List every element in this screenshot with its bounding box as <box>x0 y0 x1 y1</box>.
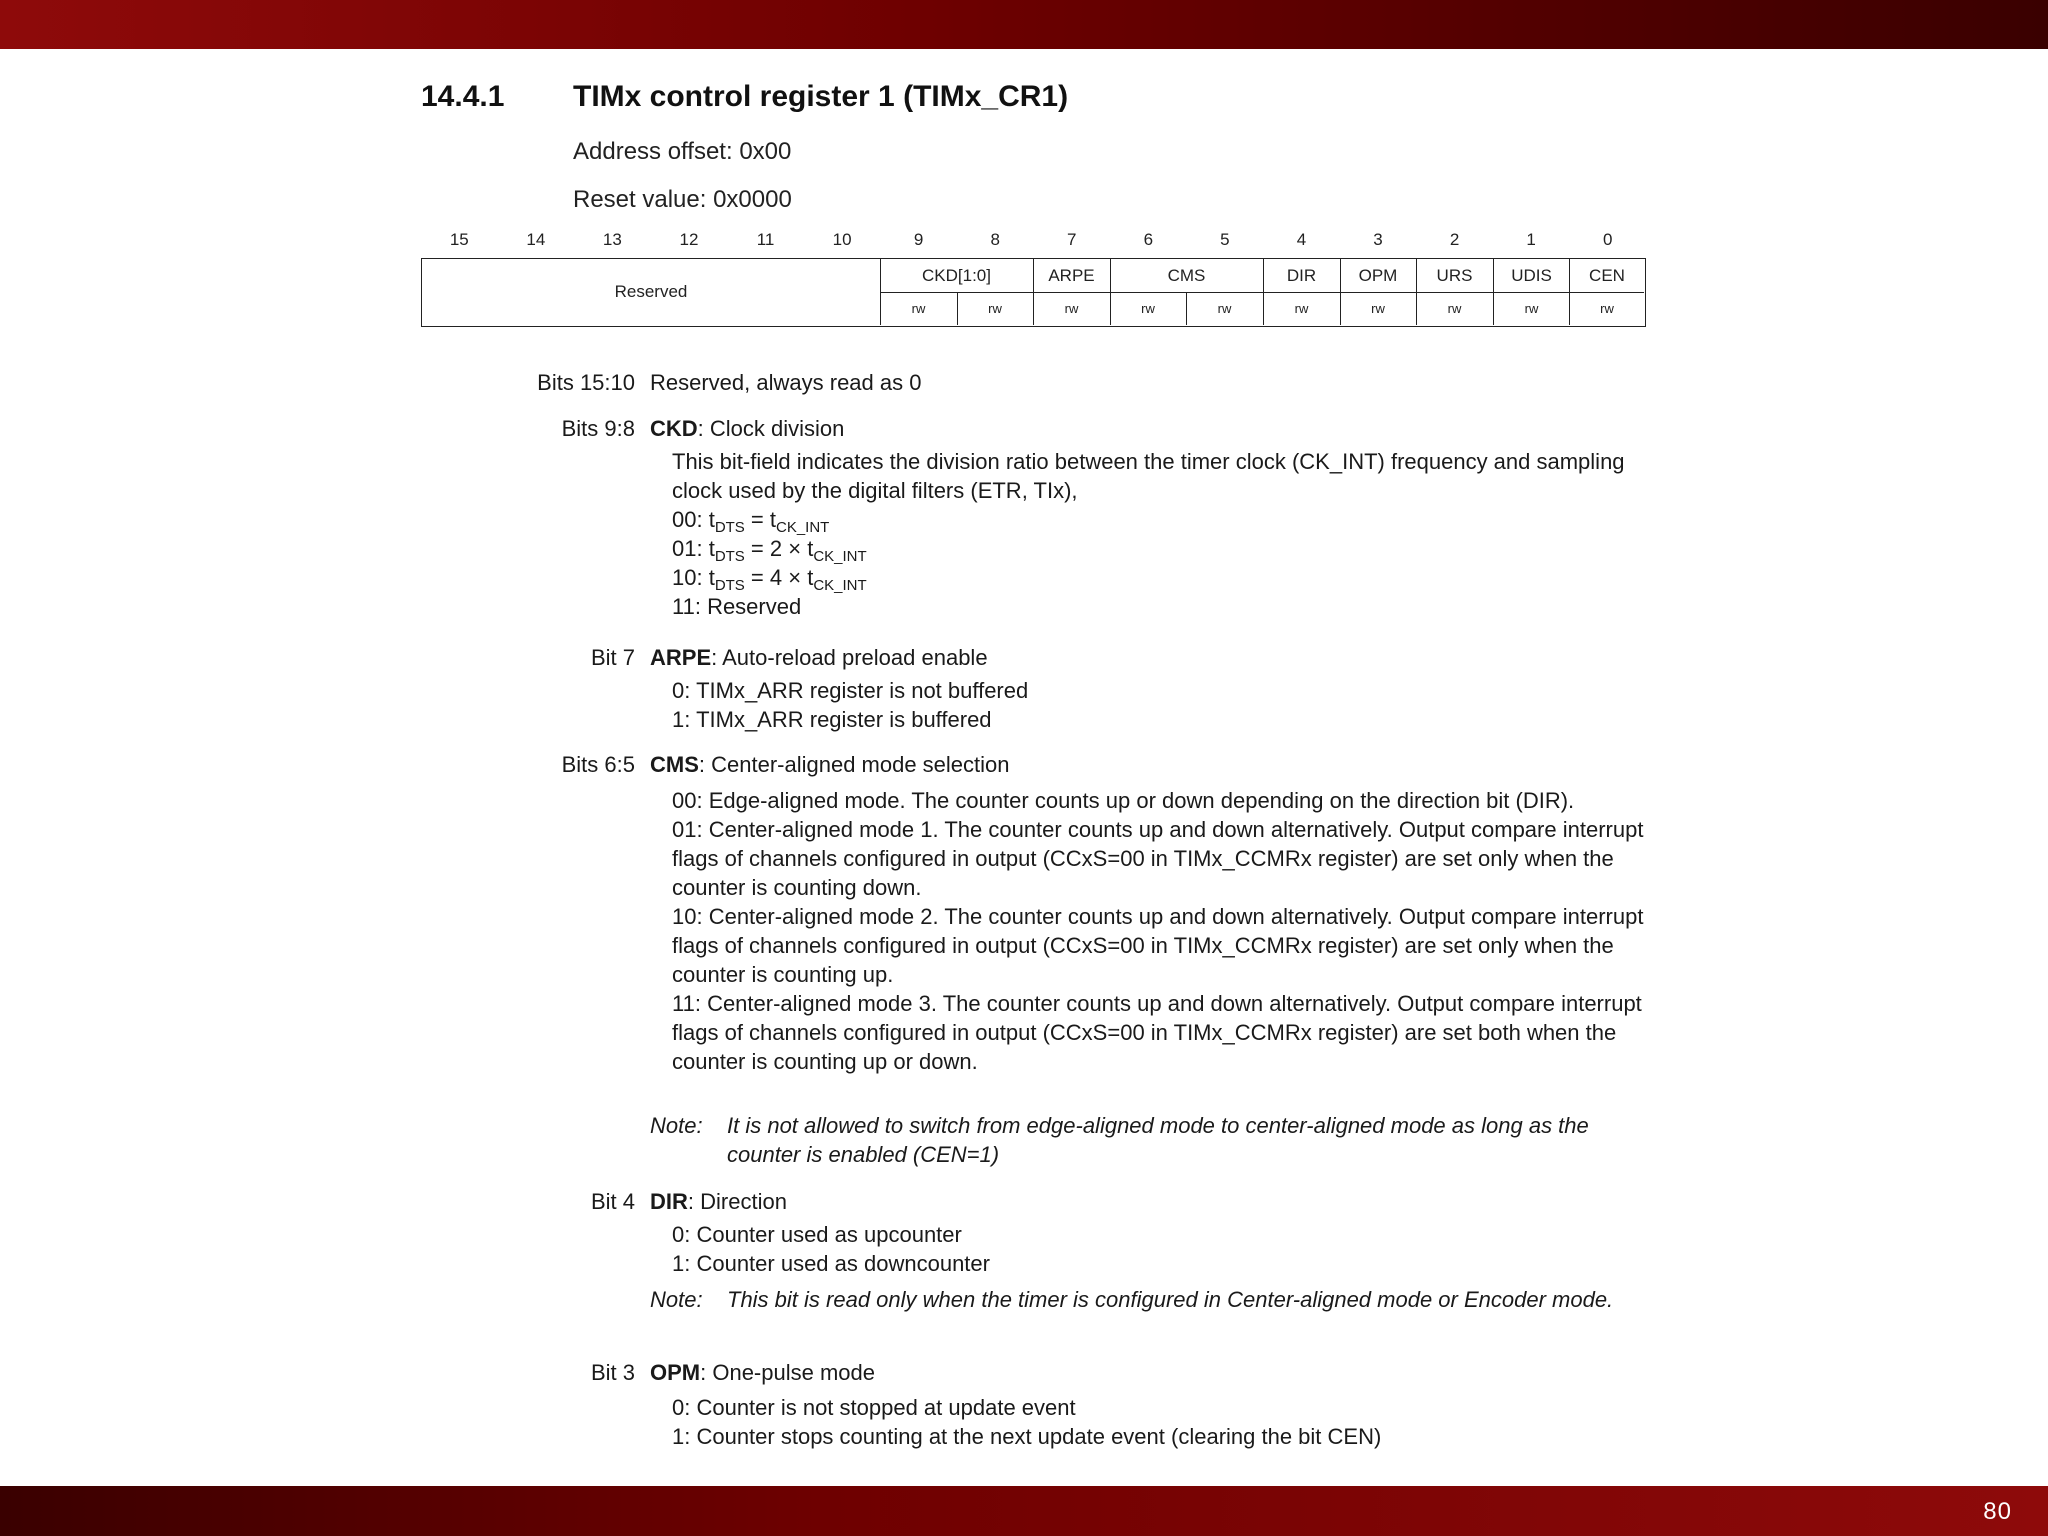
access-type: rw <box>1294 301 1309 316</box>
cms-option: 11: Center-aligned mode 3. The counter counts up and down alternatively. Output compare interrupt flags of channels configured in output (CCxS=00 in TIMx_CCMRx register) are set both when the counter is counting up or down. <box>672 991 1642 1074</box>
bit-number: 8 <box>990 230 1000 249</box>
ckd-option: 00: $t_{DTS} = t_{CK\_INT}$ <box>672 507 830 536</box>
access-type: rw <box>1217 301 1232 316</box>
note-text: This bit is read only when the timer is configured in Center-aligned mode or Encoder mode. <box>727 1287 1614 1312</box>
field-reserved: Reserved <box>614 282 688 301</box>
arpe-body <box>672 676 1647 734</box>
dir-body <box>672 1220 1647 1278</box>
access-type: rw <box>1524 301 1539 316</box>
access-type: rw <box>1141 301 1155 316</box>
dir-name: DIR <box>650 1189 688 1214</box>
opm-option: 1: Counter stops counting at the next update event (clearing the bit CEN) <box>672 1424 1382 1449</box>
opm-summary: : One-pulse mode <box>700 1360 875 1385</box>
cms-body <box>672 786 1647 1076</box>
address-offset: Address offset: 0x00 <box>573 138 792 165</box>
note-label: Note: <box>650 1287 703 1312</box>
bit-number: 7 <box>1067 230 1077 249</box>
bit-number: 3 <box>1373 230 1383 249</box>
bottom-banner <box>0 1486 2048 1536</box>
ckd-option: 10: $t_{DTS} = 4 \times t_{CK\_INT}$ <box>672 565 867 594</box>
bit-number: 13 <box>602 230 622 249</box>
field-urs: URS <box>1436 265 1473 285</box>
bit-arpe-label: Bit 7 <box>590 645 635 670</box>
reserved-description: Reserved, always read as 0 <box>650 370 922 395</box>
field-ckd: CKD[1:0] <box>922 265 991 285</box>
section-title: TIMx control register 1 (TIMx_CR1) <box>573 80 1069 113</box>
bit-number: 11 <box>756 230 775 249</box>
cms-summary: : Center-aligned mode selection <box>698 752 1010 777</box>
access-type: rw <box>911 301 926 316</box>
ckd-option: 01: $t_{DTS} = 2 \times t_{CK\_INT}$ <box>672 536 867 565</box>
dir-summary: : Direction <box>687 1189 787 1214</box>
arpe-heading <box>650 643 988 672</box>
field-udis: UDIS <box>1511 265 1552 285</box>
opm-name: OPM <box>650 1360 701 1385</box>
cms-option: 01: Center-aligned mode 1. The counter counts up and down alternatively. Output compare interrupt flags of channels configured in output (CCxS=00 in TIMx_CCMRx register) are set only when the counter is counting down. <box>672 817 1644 900</box>
access-type: rw <box>1447 301 1462 316</box>
dir-option: 0: Counter used as upcounter <box>672 1222 962 1247</box>
bit-number: 0 <box>1602 230 1613 249</box>
arpe-summary: : Auto-reload preload enable <box>711 645 988 670</box>
note-label: Note: <box>650 1113 703 1138</box>
field-opm: OPM <box>1358 265 1398 285</box>
ckd-heading <box>650 414 844 443</box>
bit-number: 10 <box>832 230 852 249</box>
bits-cms-label: Bits 6:5 <box>561 752 635 777</box>
page-number: 80 <box>1983 1498 2012 1525</box>
ckd-option: 11: Reserved <box>672 594 802 619</box>
field-dir: DIR <box>1286 265 1317 285</box>
bit-opm-label: Bit 3 <box>590 1360 635 1385</box>
ckd-summary: : Clock division <box>697 416 845 441</box>
reset-value: Reset value: 0x0000 <box>573 186 792 213</box>
arpe-option: 1: TIMx_ARR register is buffered <box>672 707 992 732</box>
bits-reserved-label: Bits 15:10 <box>537 370 635 395</box>
bit-number: 4 <box>1296 230 1307 249</box>
cms-option: 00: Edge-aligned mode. The counter counts up or down depending on the direction bit (DIR). <box>672 788 1575 813</box>
arpe-option: 0: TIMx_ARR register is not buffered <box>672 678 1029 703</box>
arpe-name: ARPE <box>650 645 712 670</box>
opm-body <box>672 1393 1647 1451</box>
ckd-body <box>672 447 1647 621</box>
access-type: rw <box>1064 301 1079 316</box>
opm-heading <box>650 1358 875 1387</box>
bit-number: 1 <box>1526 230 1536 249</box>
field-cms: CMS <box>1167 265 1206 285</box>
access-type: rw <box>988 301 1002 316</box>
access-type: rw <box>1371 301 1385 316</box>
dir-heading <box>650 1187 787 1216</box>
field-cen: CEN <box>1589 265 1625 285</box>
field-arpe: ARPE <box>1048 265 1095 285</box>
ckd-explanation: This bit-field indicates the division ratio between the timer clock (CK_INT) frequency and sampling clock used by the digital filters (ETR, TIx), <box>672 449 1625 503</box>
cms-heading <box>650 750 1010 779</box>
ckd-name: CKD <box>650 416 698 441</box>
cms-name: CMS <box>650 752 699 777</box>
bit-number: 12 <box>679 230 699 249</box>
bit-number: 9 <box>913 230 924 249</box>
bit-dir-label: Bit 4 <box>590 1189 635 1214</box>
bit-number: 5 <box>1220 230 1230 249</box>
bit-number: 14 <box>526 230 546 249</box>
bits-ckd-label: Bits 9:8 <box>561 416 635 441</box>
note-text: It is not allowed to switch from edge-aligned mode to center-aligned mode as long as the counter is enabled (CEN=1) <box>727 1113 1589 1167</box>
cms-option: 10: Center-aligned mode 2. The counter counts up and down alternatively. Output compare interrupt flags of channels configured in output (CCxS=00 in TIMx_CCMRx register) are set only when the counter is counting up. <box>672 904 1644 987</box>
dir-option: 1: Counter used as downcounter <box>672 1251 990 1276</box>
bit-number: 15 <box>449 230 469 249</box>
bit-number: 6 <box>1143 230 1154 249</box>
access-type: rw <box>1600 301 1614 316</box>
opm-option: 0: Counter is not stopped at update event <box>672 1395 1076 1420</box>
section-number: 14.4.1 <box>421 80 505 113</box>
bit-number: 2 <box>1449 230 1460 249</box>
